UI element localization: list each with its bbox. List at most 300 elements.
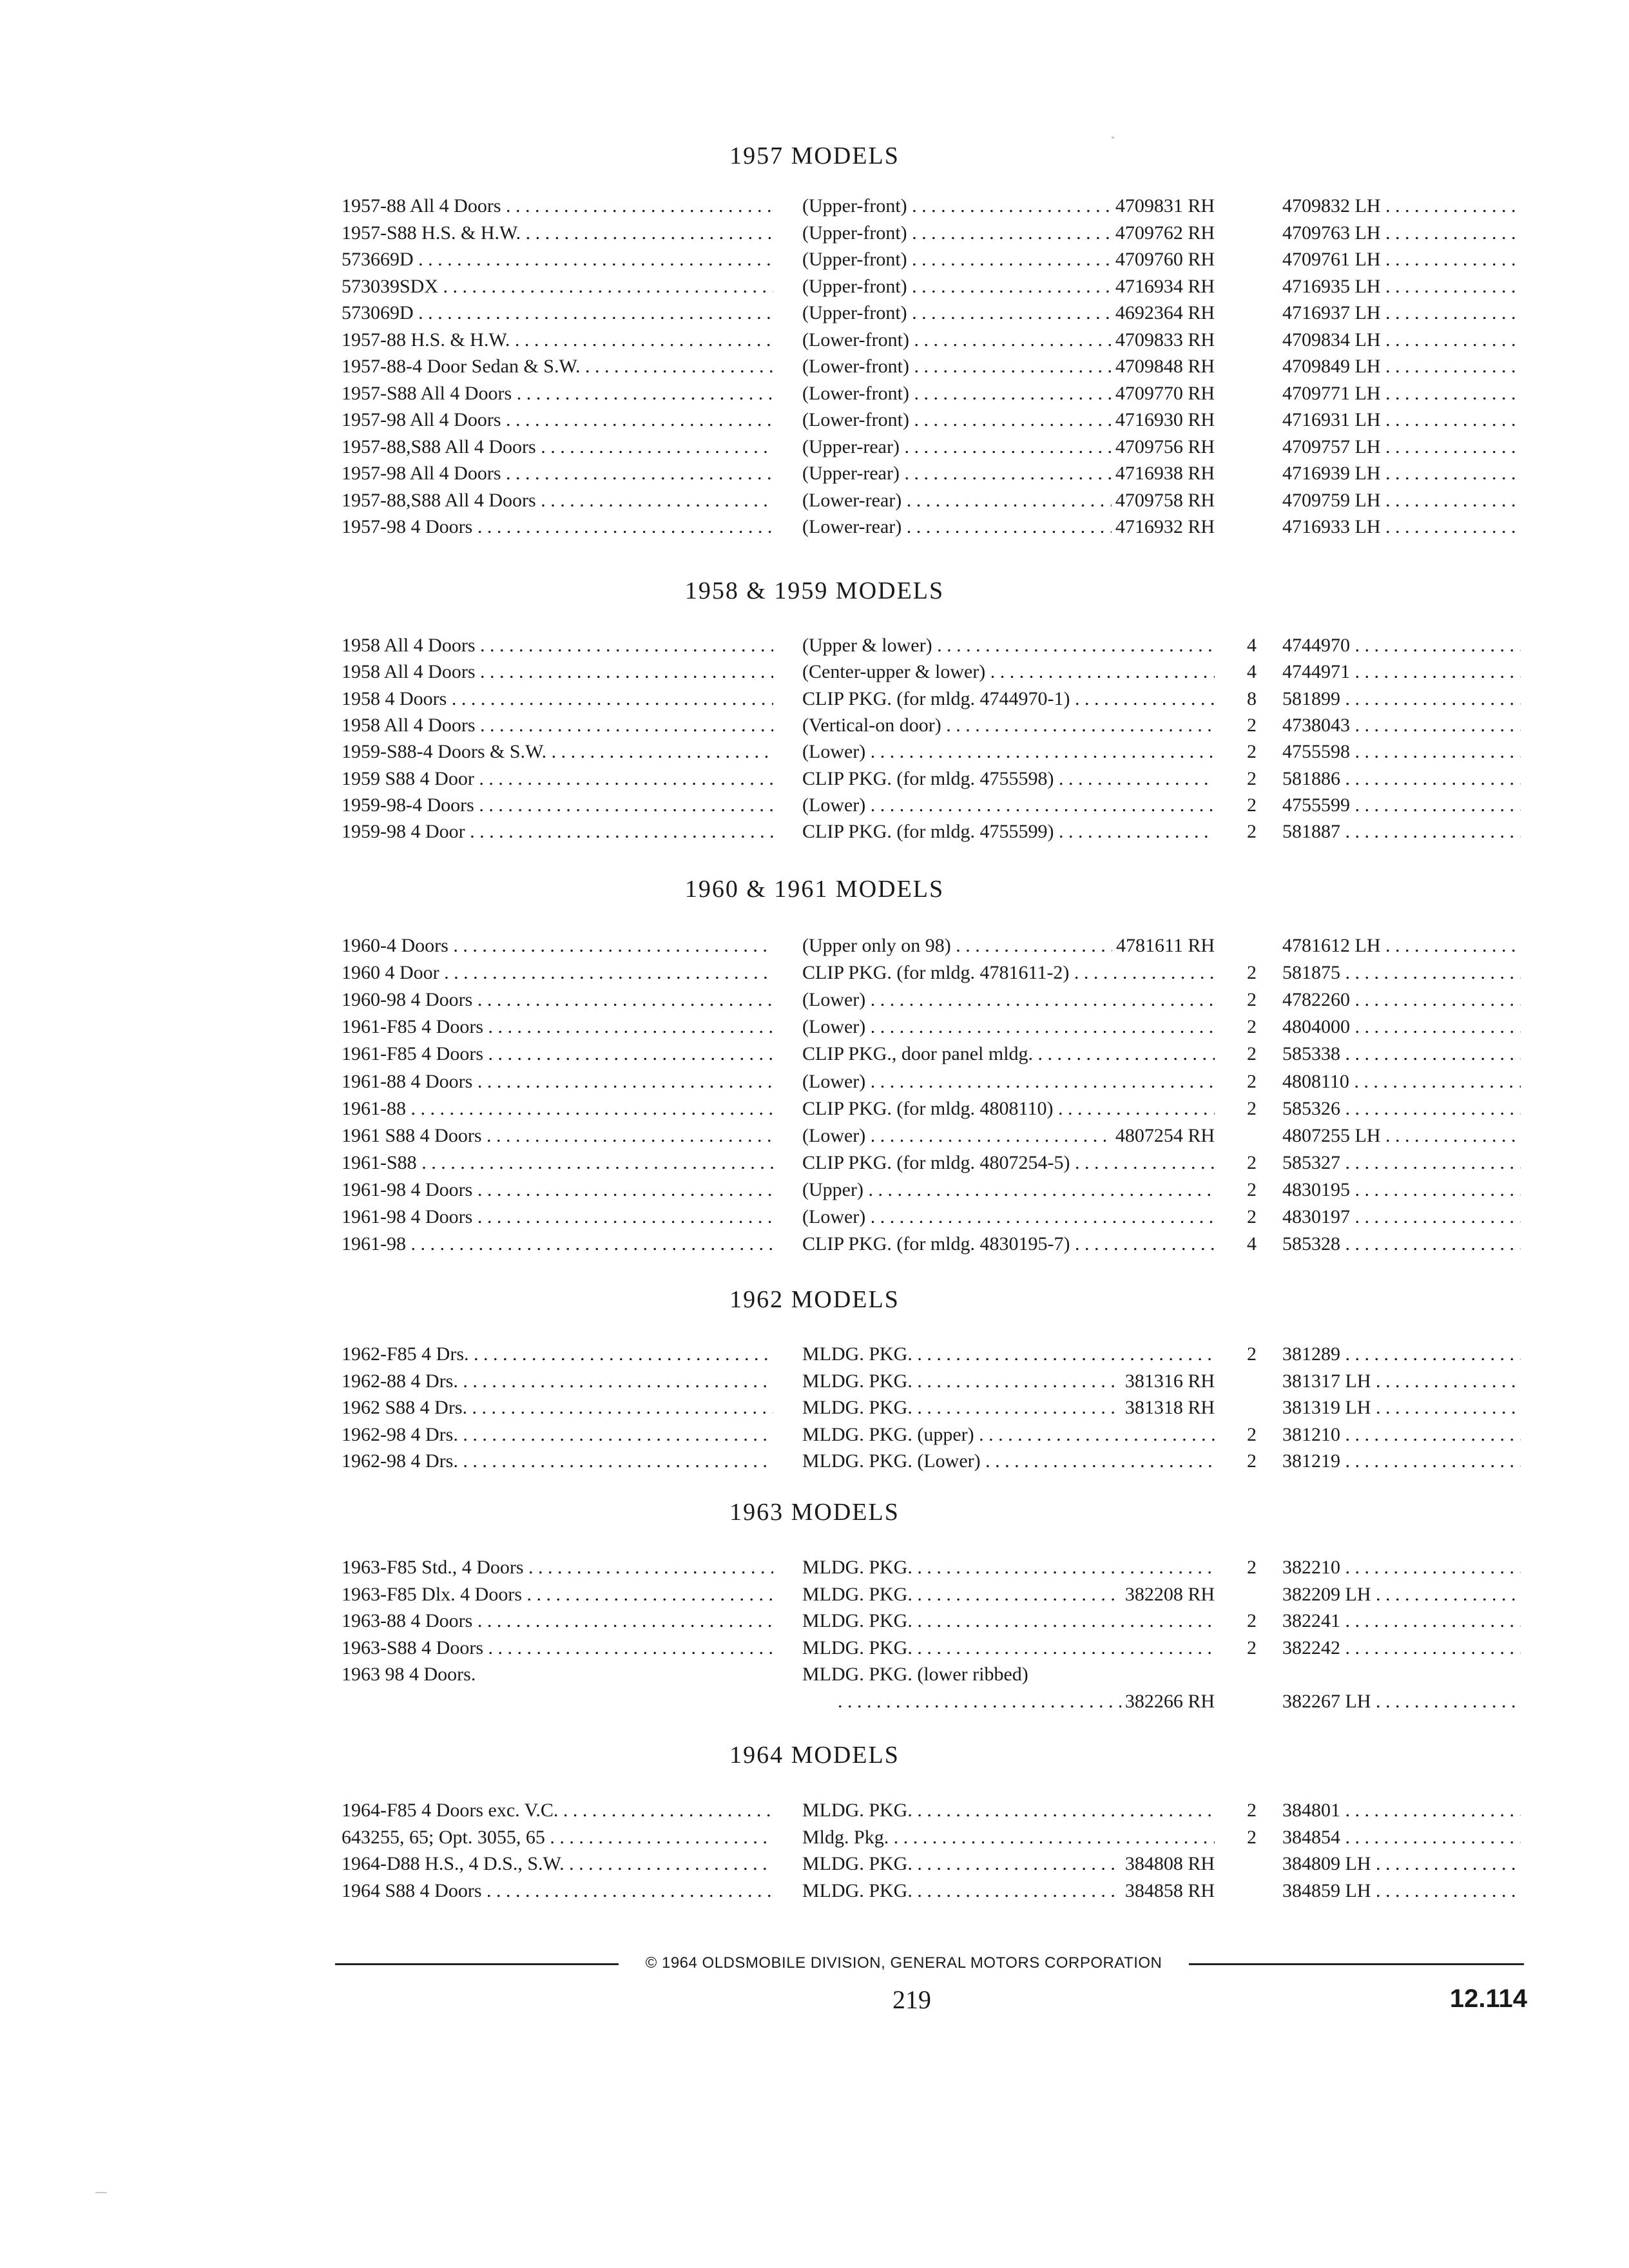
quantity: 4 bbox=[1247, 1233, 1257, 1254]
description-cell bbox=[802, 659, 1215, 685]
model-cell bbox=[342, 193, 773, 219]
part-number: 381210 . . . bbox=[1282, 1424, 1521, 1445]
part-number-cell bbox=[1282, 1448, 1521, 1474]
part-number: 4716939 LH . . . bbox=[1282, 463, 1521, 484]
quantity: 2 bbox=[1247, 1450, 1257, 1472]
parts-row bbox=[0, 300, 1629, 326]
description-label: MLDG. PKG. . . . bbox=[802, 1397, 1215, 1418]
model-cell bbox=[342, 381, 773, 407]
model-cell bbox=[342, 1204, 773, 1230]
model-label: 1961 S88 4 Doors . . . bbox=[342, 1125, 773, 1146]
part-number: 585328 . . . bbox=[1282, 1233, 1521, 1254]
part-number-cell bbox=[1282, 247, 1521, 273]
description-cell bbox=[802, 300, 1215, 326]
description-cell bbox=[802, 247, 1215, 273]
description-label: MLDG. PKG. . . . bbox=[802, 1557, 1215, 1578]
description-cell bbox=[802, 461, 1215, 486]
description-cell bbox=[802, 274, 1215, 300]
part-number-cell bbox=[1282, 1041, 1521, 1067]
parts-row bbox=[0, 1689, 1629, 1715]
copyright-notice: © 1964 OLDSMOBILE DIVISION, GENERAL MOTORS CORPORATION bbox=[645, 1954, 1162, 1972]
rh-part-number: 4709831 RH bbox=[1112, 193, 1215, 219]
part-number-cell bbox=[1282, 327, 1521, 353]
model-cell bbox=[342, 1150, 773, 1176]
scan-mark bbox=[95, 2192, 107, 2193]
parts-row bbox=[0, 1878, 1629, 1904]
quantity: 2 bbox=[1247, 1343, 1257, 1365]
model-cell bbox=[342, 300, 773, 326]
part-number-cell bbox=[1282, 1635, 1521, 1661]
description-cell bbox=[802, 819, 1215, 845]
quantity: 2 bbox=[1247, 1206, 1257, 1227]
model-label: 1961-F85 4 Doors . . . bbox=[342, 1043, 773, 1064]
parts-row bbox=[0, 407, 1629, 433]
part-number-cell bbox=[1282, 793, 1521, 818]
description-cell bbox=[802, 327, 1215, 353]
model-label: 1957-88,S88 All 4 Doors . . . bbox=[342, 436, 773, 457]
part-number-cell bbox=[1282, 933, 1521, 959]
description-label: (Lower-rear) . . . bbox=[802, 516, 1215, 537]
model-label: 1963-S88 4 Doors . . . bbox=[342, 1637, 773, 1658]
model-cell bbox=[342, 1369, 773, 1394]
parts-row bbox=[0, 1662, 1629, 1687]
rh-part-number: 4709760 RH bbox=[1112, 247, 1215, 273]
description-cell bbox=[802, 1851, 1215, 1877]
quantity: 2 bbox=[1247, 1424, 1257, 1445]
rh-part-number: 4709770 RH bbox=[1112, 381, 1215, 407]
part-number: 4744970 . . . bbox=[1282, 635, 1521, 656]
description-label: MLDG. PKG. . . . bbox=[802, 1853, 1215, 1874]
parts-row bbox=[0, 274, 1629, 300]
parts-row bbox=[0, 1014, 1629, 1040]
description-cell bbox=[802, 1395, 1215, 1421]
description-cell bbox=[802, 354, 1215, 380]
model-label: 1964-F85 4 Doors exc. V.C. . . . bbox=[342, 1800, 773, 1821]
part-number: 4709771 LH . . . bbox=[1282, 383, 1521, 404]
parts-row bbox=[0, 1041, 1629, 1067]
part-number-cell bbox=[1282, 1608, 1521, 1634]
quantity: 2 bbox=[1247, 1179, 1257, 1200]
model-label: 1959-S88-4 Doors & S.W. . . . bbox=[342, 741, 773, 762]
part-number-cell bbox=[1282, 1555, 1521, 1581]
parts-row bbox=[0, 1422, 1629, 1448]
description-cell bbox=[802, 1662, 1215, 1687]
description-cell bbox=[802, 1608, 1215, 1634]
model-label: 1962-88 4 Drs. . . . bbox=[342, 1370, 773, 1392]
quantity: 2 bbox=[1247, 794, 1257, 816]
model-label: 1961-88 4 Doors . . . bbox=[342, 1071, 773, 1092]
part-number-cell bbox=[1282, 1825, 1521, 1850]
part-number: 4709834 LH . . . bbox=[1282, 329, 1521, 351]
rh-part-number: 4781611 RH bbox=[1112, 933, 1215, 959]
description-label: CLIP PKG. (for mldg. 4781611-2) . . . bbox=[802, 962, 1215, 983]
model-label: 573669D . . . bbox=[342, 249, 773, 270]
description-label: (Lower) . . . bbox=[802, 1071, 1215, 1092]
model-label: 1961-98 4 Doors . . . bbox=[342, 1206, 773, 1227]
model-label: 1957-98 4 Doors . . . bbox=[342, 516, 773, 537]
description-cell bbox=[802, 514, 1215, 540]
quantity: 2 bbox=[1247, 1557, 1257, 1578]
model-cell bbox=[342, 819, 773, 845]
model-label: 1963-F85 Dlx. 4 Doors . . . bbox=[342, 1584, 773, 1605]
model-label: 573039SDX . . . bbox=[342, 276, 773, 297]
part-number: 381219 . . . bbox=[1282, 1450, 1521, 1472]
description-cell bbox=[802, 960, 1215, 986]
description-label: (Lower) . . . bbox=[802, 1206, 1215, 1227]
model-cell bbox=[342, 514, 773, 540]
section-title: 1962 MODELS bbox=[729, 1286, 900, 1313]
part-number-cell bbox=[1282, 1369, 1521, 1394]
parts-row bbox=[0, 1448, 1629, 1474]
description-label: MLDG. PKG. . . . bbox=[802, 1343, 1215, 1365]
parts-row bbox=[0, 354, 1629, 380]
parts-row bbox=[0, 1555, 1629, 1581]
rh-part-number: 4692364 RH bbox=[1112, 300, 1215, 326]
model-label: 1962-98 4 Drs. . . . bbox=[342, 1450, 773, 1472]
description-label: MLDG. PKG. (lower ribbed) bbox=[802, 1664, 1028, 1685]
description-cell bbox=[802, 1582, 1215, 1608]
parts-row bbox=[0, 193, 1629, 219]
model-label: 1961-88 . . . bbox=[342, 1098, 773, 1119]
model-label: 1957-S88 H.S. & H.W. . . . bbox=[342, 222, 773, 244]
part-number-cell bbox=[1282, 193, 1521, 219]
quantity: 2 bbox=[1247, 1610, 1257, 1631]
description-label: (Upper-rear) . . . bbox=[802, 463, 1215, 484]
quantity: 8 bbox=[1247, 688, 1257, 709]
description-label: CLIP PKG. (for mldg. 4755598) . . . bbox=[802, 768, 1215, 789]
description-label: (Lower) . . . bbox=[802, 1125, 1215, 1146]
description-label: Mldg. Pkg. . . . bbox=[802, 1827, 1215, 1848]
parts-row bbox=[0, 1204, 1629, 1230]
part-number: 381289 . . . bbox=[1282, 1343, 1521, 1365]
description-cell bbox=[802, 1231, 1215, 1257]
part-number-cell bbox=[1282, 713, 1521, 738]
part-number-cell bbox=[1282, 1204, 1521, 1230]
part-number: 4804000 . . . bbox=[1282, 1016, 1521, 1037]
part-number: 4738043 . . . bbox=[1282, 715, 1521, 736]
part-number-cell bbox=[1282, 1231, 1521, 1257]
description-cell bbox=[802, 1041, 1215, 1067]
description-label: (Lower) . . . bbox=[802, 1016, 1215, 1037]
description-label: (Upper-front) . . . bbox=[802, 302, 1215, 323]
model-cell bbox=[342, 1662, 773, 1687]
description-label: CLIP PKG. (for mldg. 4830195-7) . . . bbox=[802, 1233, 1215, 1254]
part-number: 381319 LH . . . bbox=[1282, 1397, 1521, 1418]
parts-row bbox=[0, 381, 1629, 407]
part-number-cell bbox=[1282, 766, 1521, 792]
description-label: (Upper only on 98) . . . bbox=[802, 935, 1215, 956]
description-cell bbox=[802, 1422, 1215, 1448]
part-number: 581887 . . . bbox=[1282, 821, 1521, 842]
part-number-cell bbox=[1282, 1069, 1521, 1095]
part-number: 4716937 LH . . . bbox=[1282, 302, 1521, 323]
description-cell bbox=[802, 739, 1215, 765]
part-number: 4744971 . . . bbox=[1282, 661, 1521, 682]
model-cell bbox=[342, 461, 773, 486]
part-number-cell bbox=[1282, 1582, 1521, 1608]
description-cell bbox=[802, 1096, 1215, 1122]
description-label: (Lower) . . . bbox=[802, 989, 1215, 1010]
footer-rule-right bbox=[1189, 1963, 1524, 1965]
part-number: 585338 . . . bbox=[1282, 1043, 1521, 1064]
parts-row bbox=[0, 1369, 1629, 1394]
model-cell bbox=[342, 1069, 773, 1095]
model-cell bbox=[342, 659, 773, 685]
part-number-cell bbox=[1282, 633, 1521, 658]
part-number: 4781612 LH . . . bbox=[1282, 935, 1521, 956]
rh-part-number: 4709762 RH bbox=[1112, 220, 1215, 246]
description-label: (Upper) . . . bbox=[802, 1179, 1215, 1200]
model-cell bbox=[342, 713, 773, 738]
part-number: 4709849 LH . . . bbox=[1282, 356, 1521, 377]
parts-row bbox=[0, 1635, 1629, 1661]
description-label: (Lower) . . . bbox=[802, 741, 1215, 762]
rh-part-number: 384858 RH bbox=[1121, 1878, 1215, 1904]
part-number: 4808110 . . . bbox=[1282, 1071, 1521, 1092]
part-number-cell bbox=[1282, 819, 1521, 845]
model-label: 643255, 65; Opt. 3055, 65 . . . bbox=[342, 1827, 773, 1848]
part-number-cell bbox=[1282, 1150, 1521, 1176]
part-number: 585327 . . . bbox=[1282, 1152, 1521, 1173]
model-cell bbox=[342, 1014, 773, 1040]
model-cell bbox=[342, 1395, 773, 1421]
model-label: 1961-F85 4 Doors . . . bbox=[342, 1016, 773, 1037]
parts-row bbox=[0, 766, 1629, 792]
description-cell bbox=[802, 933, 1215, 959]
description-label: MLDG. PKG. (upper) . . . bbox=[802, 1424, 1215, 1445]
model-cell bbox=[342, 1041, 773, 1067]
description-label: (Center-upper & lower) . . . bbox=[802, 661, 1215, 682]
part-number: 4709832 LH . . . bbox=[1282, 195, 1521, 216]
description-label: MLDG. PKG. (Lower) . . . bbox=[802, 1450, 1215, 1472]
rh-part-number: 4807254 RH bbox=[1112, 1123, 1215, 1149]
part-number-cell bbox=[1282, 407, 1521, 433]
parts-row bbox=[0, 461, 1629, 486]
model-cell bbox=[342, 1177, 773, 1203]
rh-part-number: 4709833 RH bbox=[1112, 327, 1215, 353]
description-label: (Upper-front) . . . bbox=[802, 249, 1215, 270]
description-cell bbox=[802, 1123, 1215, 1149]
description-label: (Lower) . . . bbox=[802, 794, 1215, 816]
quantity: 2 bbox=[1247, 768, 1257, 789]
parts-row bbox=[0, 1851, 1629, 1877]
description-cell bbox=[802, 407, 1215, 433]
model-cell bbox=[342, 1422, 773, 1448]
model-label: 1962-F85 4 Drs. . . . bbox=[342, 1343, 773, 1365]
part-number-cell bbox=[1282, 686, 1521, 712]
part-number: 4709761 LH . . . bbox=[1282, 249, 1521, 270]
description-label: (Upper-front) . . . bbox=[802, 276, 1215, 297]
parts-row bbox=[0, 1069, 1629, 1095]
description-label: MLDG. PKG. . . . bbox=[802, 1370, 1215, 1392]
part-number: 4709759 LH . . . bbox=[1282, 490, 1521, 511]
part-number: 581899 . . . bbox=[1282, 688, 1521, 709]
rh-part-number: 382266 RH bbox=[1121, 1689, 1215, 1715]
model-label: 1962-98 4 Drs. . . . bbox=[342, 1424, 773, 1445]
part-number-cell bbox=[1282, 1798, 1521, 1823]
scan-mark bbox=[1112, 137, 1114, 139]
description-cell bbox=[802, 987, 1215, 1013]
description-label: MLDG. PKG. . . . bbox=[802, 1610, 1215, 1631]
part-number-cell bbox=[1282, 514, 1521, 540]
parts-row bbox=[0, 1123, 1629, 1149]
rh-part-number: 4716932 RH bbox=[1112, 514, 1215, 540]
quantity: 4 bbox=[1247, 635, 1257, 656]
parts-row bbox=[0, 987, 1629, 1013]
parts-row bbox=[0, 1582, 1629, 1608]
model-label: 1957-98 All 4 Doors . . . bbox=[342, 463, 773, 484]
parts-row bbox=[0, 819, 1629, 845]
model-cell bbox=[342, 327, 773, 353]
description-cell bbox=[802, 488, 1215, 514]
part-number: 4709757 LH . . . bbox=[1282, 436, 1521, 457]
parts-row bbox=[0, 1341, 1629, 1367]
description-label: (Lower-front) . . . bbox=[802, 409, 1215, 430]
model-label: 1961-98 4 Doors . . . bbox=[342, 1179, 773, 1200]
part-number-cell bbox=[1282, 739, 1521, 765]
page-number: 219 bbox=[892, 1985, 931, 2014]
model-label: 1963-F85 Std., 4 Doors . . . bbox=[342, 1557, 773, 1578]
model-cell bbox=[342, 1231, 773, 1257]
description-cell bbox=[838, 1689, 1215, 1715]
parts-row bbox=[0, 488, 1629, 514]
section-title: 1958 & 1959 MODELS bbox=[684, 577, 945, 604]
part-number: 382242 . . . bbox=[1282, 1637, 1521, 1658]
model-cell bbox=[342, 1555, 773, 1581]
description-label: MLDG. PKG. . . . bbox=[802, 1800, 1215, 1821]
description-label: (Vertical-on door) . . . bbox=[802, 715, 1215, 736]
section-title: 1960 & 1961 MODELS bbox=[684, 876, 945, 903]
quantity: 2 bbox=[1247, 1098, 1257, 1119]
description-cell bbox=[802, 1825, 1215, 1850]
parts-row bbox=[0, 659, 1629, 685]
model-cell bbox=[342, 793, 773, 818]
description-cell bbox=[802, 1014, 1215, 1040]
model-label: 1957-88 All 4 Doors . . . bbox=[342, 195, 773, 216]
description-cell bbox=[802, 633, 1215, 658]
model-label: 1962 S88 4 Drs. . . . bbox=[342, 1397, 773, 1418]
parts-row bbox=[0, 739, 1629, 765]
part-number-cell bbox=[1282, 274, 1521, 300]
part-number-cell bbox=[1282, 960, 1521, 986]
description-cell bbox=[802, 1069, 1215, 1095]
model-label: 1963-88 4 Doors . . . bbox=[342, 1610, 773, 1631]
parts-row bbox=[0, 1798, 1629, 1823]
description-cell bbox=[802, 1635, 1215, 1661]
model-label: 1961-98 . . . bbox=[342, 1233, 773, 1254]
description-cell bbox=[802, 1177, 1215, 1203]
description-cell bbox=[802, 686, 1215, 712]
part-number: 4830195 . . . bbox=[1282, 1179, 1521, 1200]
model-label: 1958 4 Doors . . . bbox=[342, 688, 773, 709]
parts-row bbox=[0, 247, 1629, 273]
model-label: 1957-98 All 4 Doors . . . bbox=[342, 409, 773, 430]
model-cell bbox=[342, 1448, 773, 1474]
model-cell bbox=[342, 1878, 773, 1904]
part-number: 4830197 . . . bbox=[1282, 1206, 1521, 1227]
part-number: 384854 . . . bbox=[1282, 1827, 1521, 1848]
quantity: 2 bbox=[1247, 821, 1257, 842]
parts-row bbox=[0, 327, 1629, 353]
model-cell bbox=[342, 1123, 773, 1149]
rh-part-number: 4709758 RH bbox=[1112, 488, 1215, 514]
description-label: CLIP PKG. (for mldg. 4744970-1) . . . bbox=[802, 688, 1215, 709]
description-label: MLDG. PKG. . . . bbox=[802, 1584, 1215, 1605]
model-label: 1959-98-4 Doors . . . bbox=[342, 794, 773, 816]
section-title: 1957 MODELS bbox=[729, 142, 900, 169]
rh-part-number: 4709848 RH bbox=[1112, 354, 1215, 380]
parts-row bbox=[0, 1825, 1629, 1850]
model-cell bbox=[342, 407, 773, 433]
part-number-cell bbox=[1282, 300, 1521, 326]
description-label: MLDG. PKG. . . . bbox=[802, 1880, 1215, 1901]
part-number: 4716931 LH . . . bbox=[1282, 409, 1521, 430]
part-number: 581886 . . . bbox=[1282, 768, 1521, 789]
description-label: (Upper-front) . . . bbox=[802, 195, 1215, 216]
model-label: 1960 4 Door . . . bbox=[342, 962, 773, 983]
description-label: (Lower-front) . . . bbox=[802, 356, 1215, 377]
part-number-cell bbox=[1282, 659, 1521, 685]
part-number-cell bbox=[1282, 1422, 1521, 1448]
description-cell bbox=[802, 1204, 1215, 1230]
quantity: 2 bbox=[1247, 1827, 1257, 1848]
part-number: 585326 . . . bbox=[1282, 1098, 1521, 1119]
part-number: 4755599 . . . bbox=[1282, 794, 1521, 816]
model-label: 1959 S88 4 Door . . . bbox=[342, 768, 773, 789]
description-cell bbox=[802, 1448, 1215, 1474]
part-number-cell bbox=[1282, 1096, 1521, 1122]
quantity: 2 bbox=[1247, 1152, 1257, 1173]
part-number: 4716933 LH . . . bbox=[1282, 516, 1521, 537]
model-cell bbox=[342, 1096, 773, 1122]
section-title: 1963 MODELS bbox=[729, 1499, 900, 1526]
model-label: 1964-D88 H.S., 4 D.S., S.W. . . . bbox=[342, 1853, 773, 1874]
part-number-cell bbox=[1282, 1014, 1521, 1040]
model-label: 1960-4 Doors . . . bbox=[342, 935, 773, 956]
rh-part-number: 4716938 RH bbox=[1112, 461, 1215, 486]
part-number-cell bbox=[1282, 1689, 1521, 1715]
part-number-cell bbox=[1282, 461, 1521, 486]
part-number: 382241 . . . bbox=[1282, 1610, 1521, 1631]
parts-row bbox=[0, 713, 1629, 738]
quantity: 2 bbox=[1247, 989, 1257, 1010]
part-number-cell bbox=[1282, 381, 1521, 407]
part-number: 384859 LH . . . bbox=[1282, 1880, 1521, 1901]
model-cell bbox=[342, 354, 773, 380]
description-cell bbox=[802, 381, 1215, 407]
parts-row bbox=[0, 1608, 1629, 1634]
model-cell bbox=[342, 1341, 773, 1367]
footer-rule-left bbox=[335, 1963, 619, 1965]
parts-row bbox=[0, 793, 1629, 818]
model-label: 1961-S88 . . . bbox=[342, 1152, 773, 1173]
model-cell bbox=[342, 739, 773, 765]
quantity: 2 bbox=[1247, 741, 1257, 762]
part-number-cell bbox=[1282, 1177, 1521, 1203]
model-label: 1958 All 4 Doors . . . bbox=[342, 715, 773, 736]
rh-part-number: 384808 RH bbox=[1121, 1851, 1215, 1877]
rh-part-number: 381318 RH bbox=[1121, 1395, 1215, 1421]
description-label: (Lower-front) . . . bbox=[802, 329, 1215, 351]
part-number: 581875 . . . bbox=[1282, 962, 1521, 983]
part-number: 384809 LH . . . bbox=[1282, 1853, 1521, 1874]
model-cell bbox=[342, 633, 773, 658]
model-cell bbox=[342, 1851, 773, 1877]
part-number-cell bbox=[1282, 354, 1521, 380]
model-cell bbox=[342, 247, 773, 273]
model-cell bbox=[342, 1608, 773, 1634]
page-footer bbox=[0, 1949, 1629, 2052]
